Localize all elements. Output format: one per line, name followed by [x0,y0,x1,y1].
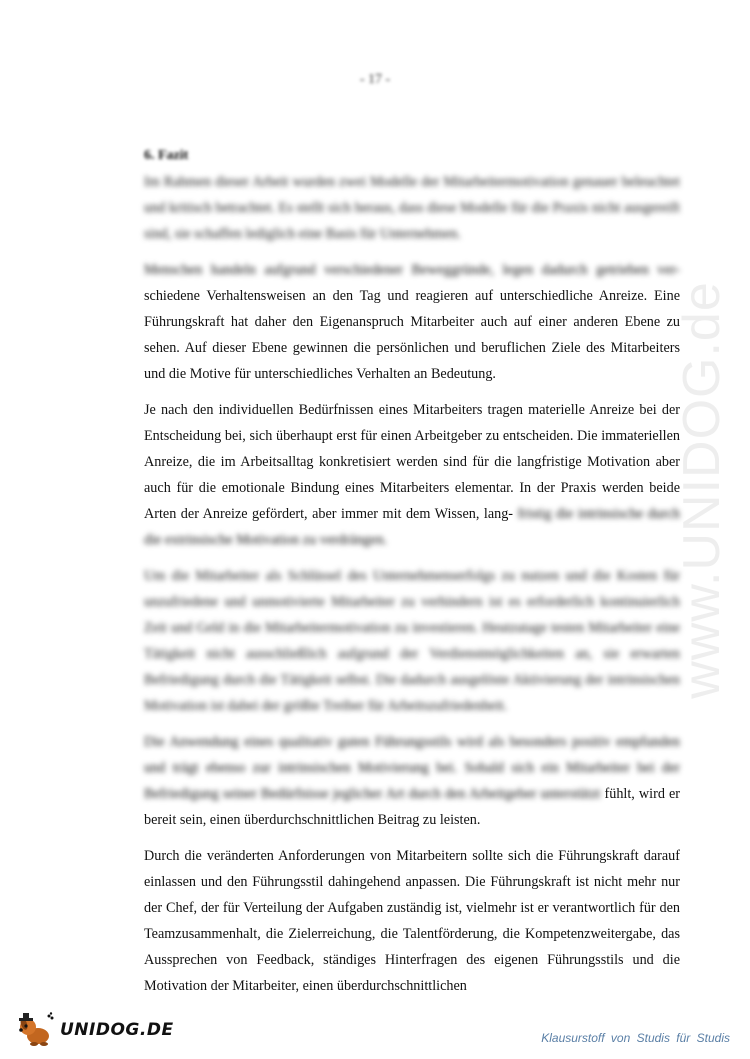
paragraph-5-text: Die Anwendung eines qualitativ guten Führungsstils wird als besonders positiv empfunden und trägt ebenso zur intrinsischen Motivierung bei. Sobald sich ein Mitarbeiter bei der Befriedigung seiner Bedürfnisse jeglicher Art durch den Arbeitgeber unterstützt [144,734,680,802]
dog-icon [16,1012,56,1048]
paragraph-3-text: Je nach den individuellen Bedürfnissen eines Mitarbeiters tragen materielle Anreize bei der Entscheidung bei, sich überhaupt erst für einen Arbeitgeber zu entscheiden. Die immateriellen Anreize, die im Arbeitsalltag konkretisiert werden sind für die langfristige Motivation aber auch für die emotionale Bindung eines Mitarbeiters elementar. In der Praxis werden beide Arten der Anreize gefördert, aber immer mit dem Wissen, lang- [144,402,680,522]
paragraph-1: Im Rahmen dieser Arbeit wurden zwei Modelle der Mitarbeitermotivation genauer beleuchtet und kritisch betrachtet. Es stellt sich heraus, dass diese Modelle für die Praxis nicht ausgereift sind, sie schaffen lediglich eine Basis für Unternehmen. [144,174,680,242]
logo-text: UNIDOG.DE [60,1020,174,1040]
paragraph-3 [144,397,680,553]
unidog-logo[interactable] [16,1012,174,1048]
section-heading: 6. Fazit [144,148,189,163]
paragraph-2 [144,257,680,387]
paragraph-2-first-line: Menschen handeln aufgrund verschiedener Beweggründe, legen dadurch getrieben ver- [144,262,680,278]
paragraph-4: Um die Mitarbeiter als Schlüssel des Unternehmenserfolgs zu nutzen und die Kosten für unzufriedene und unmotivierte Mitarbeiter zu verhindern ist es erforderlich kontinuierlich Zeit und Geld in die Mitarbeitermotivation zu investieren. Heutzutage testen Mitarbeiter eine Tätigkeit nicht ausschließlich aufgrund der Verdienstmöglichkeiten an, sie erwarten Befriedigung durch die Tätigkeit selbst. Die dadurch ausgelöste Aktivierung der intrinsischen Motivation ist dabei der größte Treiber für Arbeitszufriedenheit. [144,568,680,714]
watermark [672,240,732,740]
page-number: - 17 - [359,72,391,87]
paragraph-2-text: schiedene Verhaltensweisen an den Tag und reagieren auf unterschiedliche Anreize. Eine Führungskraft hat daher den Eigenanspruch Mitarbeiter auch auf einer anderen Ebene zu sehen. Auf dieser Ebene gewinnen die persönlichen und beruflichen Ziele des Mitarbeiters und die Motive für unterschiedliches Verhalten an Bedeutung. [144,288,680,382]
footer-tagline: Klausurstoff von Studis für Studis [541,1031,730,1045]
paragraph-3-last-line: fristig die intrinsische durch die extrinsische Motivation zu verdrängen. [144,506,681,548]
paragraph-6: Durch die veränderten Anforderungen von Mitarbeitern sollte sich die Führungskraft darauf einlassen und den Führungsstil dahingehend anpassen. Die Führungskraft ist nicht mehr nur der Chef, der für Verteilung der Aufgaben zuständig ist, vielmehr ist er verantwortlich für den Teamzusammenhalt, die Zielerreichung, die Talentförderung, die Kompetenzweitergabe, das Aussprechen von Feedback, ständiges Hinterfragen des eigenen Führungsstils und die Motivation der Mitarbeiter, einen überdurchschnittlichen [144,848,680,994]
paragraph-5 [144,729,680,833]
paragraph-5-last-line: fühlt, wird er bereit sein, einen überdurchschnittlichen Beitrag zu leisten. [144,786,681,828]
watermark-text: www.UNIDOG.de [673,281,731,699]
document-body [144,143,680,1009]
